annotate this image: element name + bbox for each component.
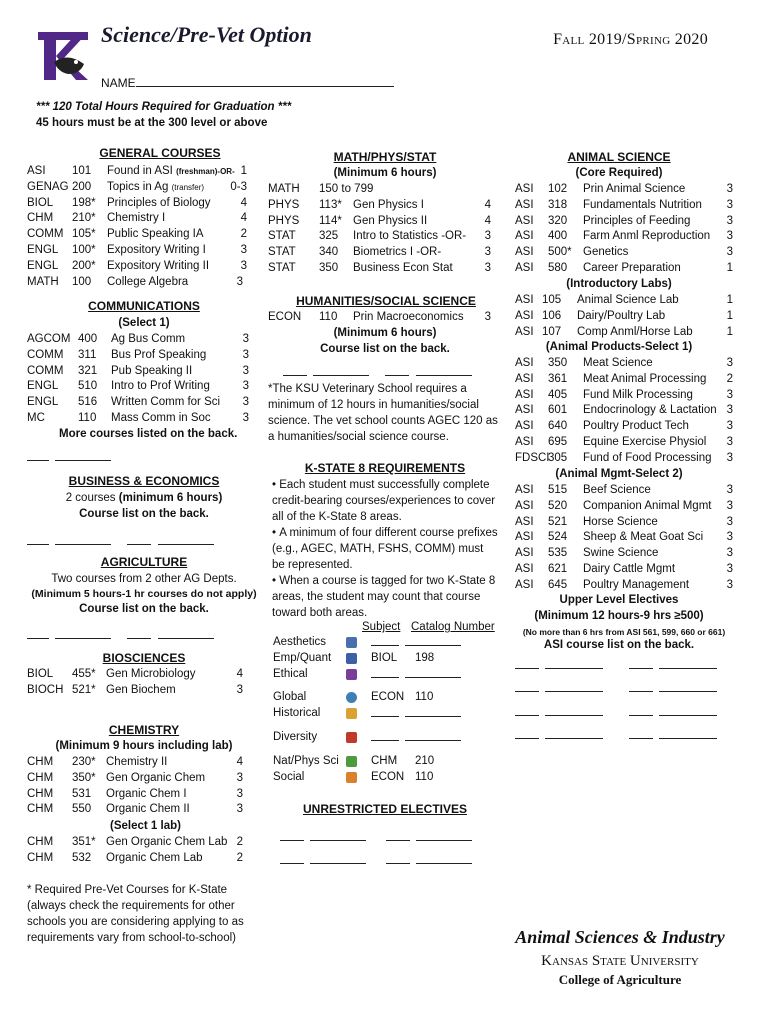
course-row: ASI 535 Swine Science 3 — [515, 547, 733, 560]
kstate8-area-emp-quant: Emp/Quant BIOL 198 — [273, 652, 435, 664]
name-label: NAME — [101, 76, 136, 90]
course-row: ASI 621 Dairy Cattle Mgmt 3 — [515, 562, 733, 575]
course-row: ENGL 100* Expository Writing I 3 — [27, 243, 247, 256]
animal-core-sub: (Core Required) — [575, 167, 663, 179]
course-row: ASI 350 Meat Science 3 — [515, 357, 733, 369]
empirical-quantitative-icon — [346, 653, 357, 664]
communications-note: More courses listed on the back. — [59, 428, 238, 440]
course-row: ASI 695 Equine Exercise Physiol 3 — [515, 435, 733, 448]
agriculture-line1: Two courses from 2 other AG Depts. — [51, 573, 237, 585]
upper-blanks-3[interactable] — [515, 705, 717, 722]
chemistry-sub: (Minimum 9 hours including lab) — [55, 740, 233, 752]
course-row: CHM 351* Gen Organic Chem Lab 2 — [27, 836, 243, 848]
subject-blank[interactable] — [371, 730, 461, 747]
course-row: STAT 340 Biometrics I -OR- 3 — [268, 246, 491, 259]
business-blanks[interactable] — [27, 534, 214, 551]
business-line: 2 courses (minimum 6 hours) — [65, 492, 223, 504]
kstate8-area-ethical: Ethical — [273, 667, 497, 683]
course-row: STAT 350 Business Econ Stat 3 — [268, 261, 491, 274]
upper-blanks-4[interactable] — [515, 728, 717, 745]
kstate8-bullets — [272, 477, 498, 621]
course-row: BIOL 455* Gen Microbiology 4 — [27, 668, 243, 680]
agriculture-line3: Course list on the back. — [79, 603, 209, 615]
animal-products-list — [515, 356, 733, 467]
chemistry-lab-sub: (Select 1 lab) — [110, 820, 181, 832]
kstate8-area-nat-phys: Nat/Phys Sci CHM 210 — [273, 755, 435, 767]
kstate8-area-aesthetics: Aesthetics — [273, 635, 497, 651]
upper-level-limit: (No more than 6 hrs from ASI 561, 599, 660 or 661) — [522, 627, 726, 637]
course-row: ENGL 510 Intro to Prof Writing 3 — [27, 380, 249, 393]
college-name: College of Agriculture — [558, 972, 682, 987]
level-note: 45 hours must be at the 300 level or above — [36, 117, 268, 129]
course-row: CHM 350* Gen Organic Chem 3 — [27, 771, 243, 784]
humanities-list — [268, 310, 491, 326]
agriculture-blanks[interactable] — [27, 628, 214, 645]
subject-blank[interactable] — [371, 635, 461, 652]
total-hours-note: *** 120 Total Hours Required for Graduation *** — [36, 101, 292, 113]
course-row: COMM 311 Bus Prof Speaking 3 — [27, 348, 249, 361]
course-row: CHM 550 Organic Chem II 3 — [27, 803, 243, 816]
course-row: ASI 521 Horse Science 3 — [515, 515, 733, 528]
humanities-heading: HUMANITIES/SOCIAL SCIENCE — [296, 294, 476, 308]
course-row: PHYS 113* Gen Physics I 4 — [268, 198, 491, 211]
kstate8-bullet: • A minimum of four different course prefixes (e.g., AGEC, MATH, FSHS, COMM) must be represented. — [272, 527, 498, 571]
course-row: AGCOM 400 Ag Bus Comm 3 — [27, 333, 249, 345]
course-row: PHYS 114* Gen Physics II 4 — [268, 214, 491, 227]
kstate8-area-diversity: Diversity — [273, 730, 497, 746]
historical-icon — [346, 708, 357, 719]
math-list — [268, 182, 491, 277]
natural-physical-science-icon — [346, 756, 357, 767]
animal-mgmt-sub: (Animal Mgmt-Select 2) — [555, 468, 683, 480]
course-row: ASI 318 Fundamentals Nutrition 3 — [515, 198, 733, 211]
kstate8-col-catalog: Catalog Number — [411, 621, 495, 633]
course-row: ASI 515 Beef Science 3 — [515, 484, 733, 496]
animal-mgmt-list — [515, 483, 733, 594]
kstate8-heading: K-STATE 8 REQUIREMENTS — [304, 461, 466, 475]
course-row: STAT 325 Intro to Statistics -OR- 3 — [268, 230, 491, 243]
upper-blanks-2[interactable] — [515, 681, 717, 698]
aesthetics-icon — [346, 637, 357, 648]
general-courses-list — [27, 164, 247, 290]
business-course-list-note: Course list on the back. — [79, 508, 209, 520]
course-row: CHM 230* Chemistry II 4 — [27, 756, 243, 768]
subject-blank[interactable] — [371, 667, 461, 684]
kstate8-bullet: • Each student must successfully complete credit-bearing courses/experiences to cover all of the K-State 8 areas. — [272, 479, 496, 523]
course-row: ASI 361 Meat Animal Processing 2 — [515, 372, 733, 385]
animal-products-sub: (Animal Products-Select 1) — [545, 341, 693, 353]
social-icon — [346, 772, 357, 783]
humanities-sub2: Course list on the back. — [320, 343, 450, 355]
upper-level-minimum: (Minimum 12 hours-9 hrs ≥500) — [534, 610, 704, 622]
math-sub: (Minimum 6 hours) — [333, 167, 437, 179]
math-heading: MATH/PHYS/STAT — [333, 150, 437, 164]
communications-blank[interactable] — [27, 450, 111, 467]
animal-core-list — [515, 182, 733, 277]
humanities-sub1: (Minimum 6 hours) — [333, 327, 437, 339]
course-row: ASI 105 Animal Science Lab 1 — [515, 294, 733, 306]
course-row: COMM 105* Public Speaking IA 2 — [27, 228, 247, 241]
kstate8-bullet: • When a course is tagged for two K-State 8 areas, the student may count that course toward both areas. — [272, 575, 496, 619]
animal-labs-sub: (Introductory Labs) — [566, 278, 672, 290]
department-name: Animal Sciences & Industry — [515, 927, 725, 947]
electives-heading: UNRESTRICTED ELECTIVES — [302, 802, 467, 816]
animal-heading: ANIMAL SCIENCE — [567, 150, 671, 164]
kstate8-area-historical: Historical — [273, 706, 497, 722]
chemistry-lab-list — [27, 835, 243, 867]
page-title: Science/Pre-Vet Option — [101, 22, 312, 47]
course-row: CHM 210* Chemistry I 4 — [27, 212, 247, 225]
general-heading: GENERAL COURSES — [99, 146, 221, 160]
course-row: ASI 405 Fund Milk Processing 3 — [515, 388, 733, 401]
term-label: Fall 2019/Spring 2020 — [553, 31, 708, 48]
course-row: BIOCH 521* Gen Biochem 3 — [27, 683, 243, 696]
humanities-blanks[interactable] — [283, 365, 472, 382]
animal-labs-list — [515, 293, 733, 340]
agriculture-line2: (Minimum 5 hours-1 hr courses do not apply) — [31, 588, 257, 600]
course-row: ASI 102 Prin Animal Science 3 — [515, 183, 733, 195]
upper-level-heading: Upper Level Electives — [559, 594, 679, 606]
course-row: ASI 500* Genetics 3 — [515, 246, 733, 259]
communications-list — [27, 332, 249, 427]
course-row: ASI 400 Farm Anml Reproduction 3 — [515, 230, 733, 243]
biosciences-list — [27, 667, 243, 699]
kstate8-area-social: Social ECON 110 — [273, 771, 434, 783]
course-row: ASI 106 Dairy/Poultry Lab 1 — [515, 309, 733, 322]
biosciences-heading: BIOSCIENCES — [102, 651, 186, 665]
subject-blank[interactable] — [371, 706, 461, 723]
course-row: MC 110 Mass Comm in Soc 3 — [27, 411, 249, 424]
electives-blanks-2[interactable] — [280, 853, 472, 870]
university-name: Kansas State University — [541, 953, 699, 969]
kstate8-col-subject: Subject — [362, 621, 401, 633]
upper-blanks-1[interactable] — [515, 658, 717, 675]
course-row: ASI 520 Companion Animal Mgmt 3 — [515, 499, 733, 512]
footnote: * Required Pre-Vet Courses for K-State (always check the requirements for other schools you are considering applying to as requirements vary from school-to-school) — [27, 884, 244, 944]
chemistry-list — [27, 755, 243, 818]
course-row: CHM 531 Organic Chem I 3 — [27, 787, 243, 800]
diversity-icon — [346, 732, 357, 743]
kstate8-area-global: Global ECON 110 — [273, 691, 434, 703]
chemistry-heading: CHEMISTRY — [108, 723, 180, 737]
course-row: ENGL 200* Expository Writing II 3 — [27, 259, 247, 272]
course-row: ASI 601 Endocrinology & Lactation 3 — [515, 404, 733, 417]
communications-heading: COMMUNICATIONS — [88, 299, 200, 313]
electives-blanks-1[interactable] — [280, 830, 472, 847]
course-row: MATH 100 College Algebra 3 — [27, 275, 243, 288]
course-row: CHM 532 Organic Chem Lab 2 — [27, 851, 243, 864]
upper-level-list-note: ASI course list on the back. — [543, 639, 695, 651]
course-row: GENAG 200 Topics in Ag (transfer) 0-3 — [27, 180, 247, 193]
business-heading: BUSINESS & ECONOMICS — [68, 474, 220, 488]
course-row: ASI 320 Principles of Feeding 3 — [515, 214, 733, 227]
course-row: COMM 321 Pub Speaking II 3 — [27, 364, 249, 377]
course-row: ASI 640 Poultry Product Tech 3 — [515, 420, 733, 433]
course-row: ASI 524 Sheep & Meat Goat Sci 3 — [515, 531, 733, 544]
ethical-icon — [346, 669, 357, 680]
course-row: ASI 107 Comp Anml/Horse Lab 1 — [515, 325, 733, 338]
course-row: FDSCI 305 Fund of Food Processing 3 — [515, 451, 733, 464]
course-row: ASI 101 Found in ASI (freshman)-OR- 1 — [27, 165, 247, 177]
course-row: ECON 110 Prin Macroeconomics 3 — [268, 311, 491, 323]
kstate-logo — [34, 28, 92, 86]
name-field[interactable] — [101, 76, 394, 92]
global-icon — [346, 692, 357, 703]
course-row: ASI 645 Poultry Management 3 — [515, 578, 733, 591]
agriculture-heading: AGRICULTURE — [100, 555, 188, 569]
communications-sub: (Select 1) — [118, 317, 170, 329]
humanities-note: *The KSU Veterinary School requires a minimum of 12 hours in humanities/social science. The vet school counts AGEC 120 as a humanities/social science course. — [268, 383, 498, 443]
course-row: ENGL 516 Written Comm for Sci 3 — [27, 396, 249, 409]
course-row: MATH 150 to 799 — [268, 183, 374, 195]
course-row: BIOL 198* Principles of Biology 4 — [27, 196, 247, 209]
course-row: ASI 580 Career Preparation 1 — [515, 261, 733, 274]
